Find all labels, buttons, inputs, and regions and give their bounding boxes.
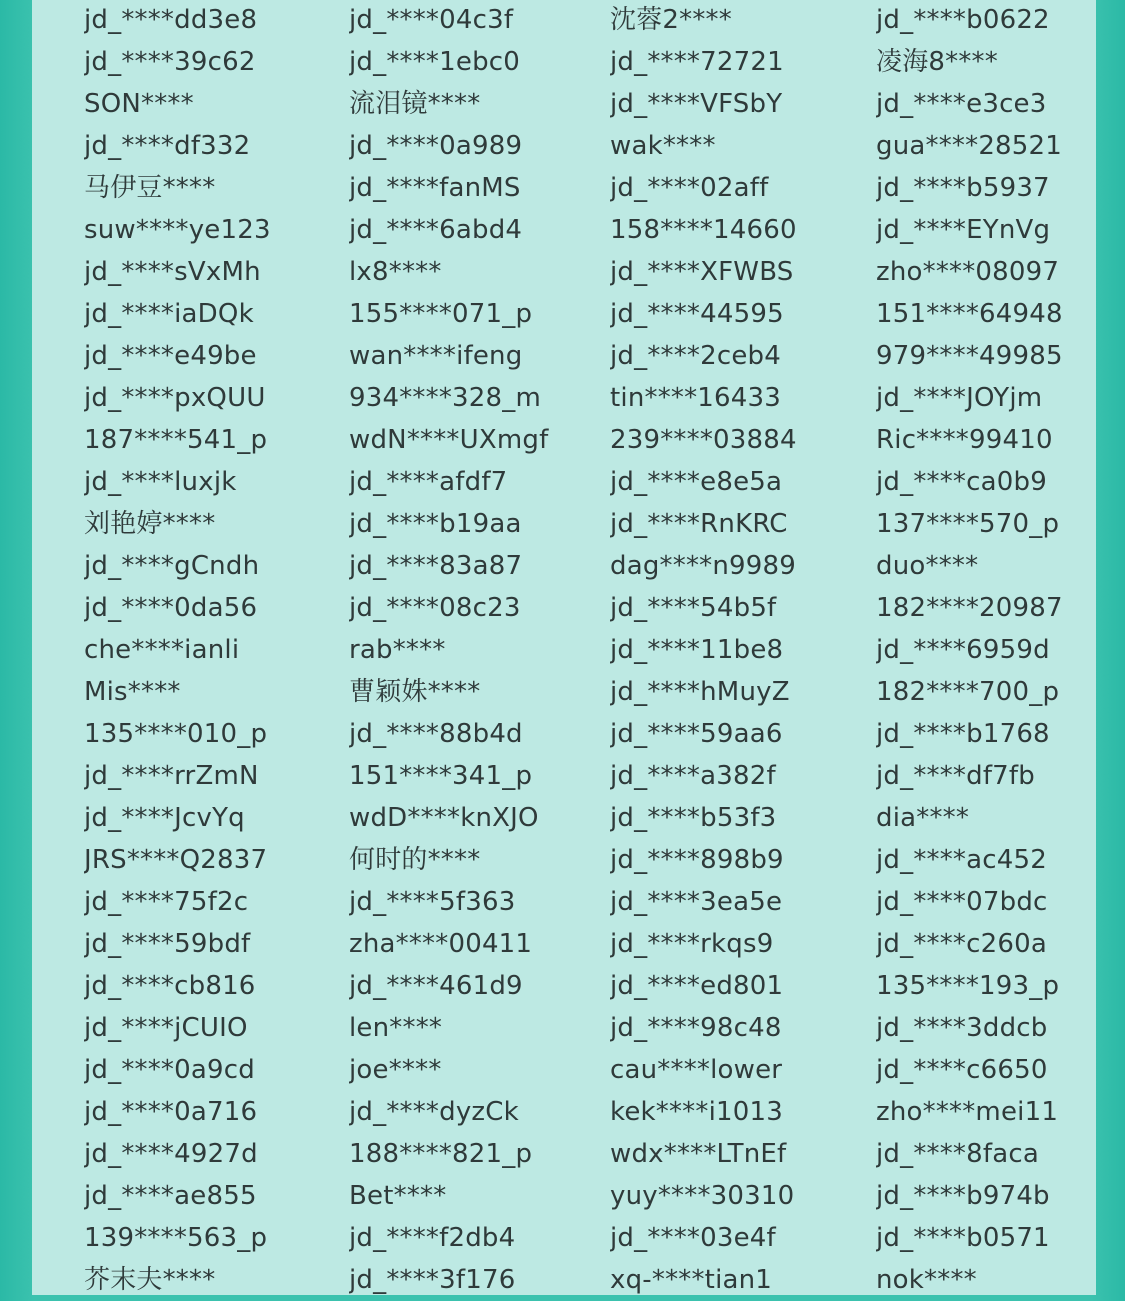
username-entry: 934****328_m: [349, 383, 541, 413]
username-entry: 135****193_p: [876, 971, 1060, 1001]
username-entry: jd_****ac452: [876, 845, 1047, 875]
username-entry: jd_****jCUIO: [84, 1013, 248, 1043]
username-entry: yuy****30310: [610, 1181, 795, 1211]
username-entry: dia****: [876, 803, 970, 833]
username-entry: jd_****RnKRC: [610, 509, 788, 539]
username-entry: JRS****Q2837: [84, 845, 268, 875]
username-entry: jd_****b5937: [876, 173, 1050, 203]
username-entry: che****ianli: [84, 635, 240, 665]
username-entry: jd_****75f2c: [84, 887, 249, 917]
username-entry: 158****14660: [610, 215, 797, 245]
username-entry: jd_****07bdc: [876, 887, 1048, 917]
username-entry: zha****00411: [349, 929, 533, 959]
username-entry: jd_****rrZmN: [84, 761, 259, 791]
username-entry: cau****lower: [610, 1055, 783, 1085]
username-entry: jd_****0da56: [84, 593, 258, 623]
username-entry: 芥末夫****: [84, 1265, 216, 1295]
username-entry: jd_****ae855: [84, 1181, 257, 1211]
username-entry: wak****: [610, 131, 716, 161]
username-entry: jd_****59bdf: [84, 929, 251, 959]
winner-list-panel: [32, 0, 1096, 1295]
username-entry: jd_****sVxMh: [84, 257, 261, 287]
username-entry: jd_****0a989: [349, 131, 523, 161]
username-entry: jd_****XFWBS: [610, 257, 794, 287]
username-entry: jd_****03e4f: [610, 1223, 776, 1253]
username-entry: jd_****b0571: [876, 1223, 1050, 1253]
username-entry: jd_****hMuyZ: [610, 677, 790, 707]
username-entry: jd_****e8e5a: [610, 467, 783, 497]
username-entry: tin****16433: [610, 383, 782, 413]
username-entry: wan****ifeng: [349, 341, 523, 371]
username-entry: jd_****39c62: [84, 47, 256, 77]
username-entry: jd_****dyzCk: [349, 1097, 519, 1127]
username-entry: dag****n9989: [610, 551, 796, 581]
username-entry: jd_****rkqs9: [610, 929, 774, 959]
username-entry: lx8****: [349, 257, 442, 287]
username-entry: 沈蓉2****: [610, 5, 732, 35]
username-entry: jd_****02aff: [610, 173, 769, 203]
username-entry: jd_****a382f: [610, 761, 776, 791]
username-entry: jd_****11be8: [610, 635, 784, 665]
username-entry: 135****010_p: [84, 719, 268, 749]
username-entry: 151****64948: [876, 299, 1063, 329]
username-entry: jd_****8faca: [876, 1139, 1039, 1169]
username-entry: nok****: [876, 1265, 977, 1295]
username-entry: jd_****JOYjm: [876, 383, 1043, 413]
username-entry: 979****49985: [876, 341, 1063, 371]
username-entry: jd_****c260a: [876, 929, 1047, 959]
username-entry: duo****: [876, 551, 979, 581]
username-entry: jd_****ed801: [610, 971, 784, 1001]
username-entry: 151****341_p: [349, 761, 533, 791]
username-entry: jd_****df7fb: [876, 761, 1035, 791]
username-entry: len****: [349, 1013, 443, 1043]
username-entry: jd_****2ceb4: [610, 341, 782, 371]
username-entry: 188****821_p: [349, 1139, 533, 1169]
username-entry: jd_****44595: [610, 299, 784, 329]
username-entry: 139****563_p: [84, 1223, 268, 1253]
username-entry: jd_****1ebc0: [349, 47, 521, 77]
username-entry: jd_****898b9: [610, 845, 784, 875]
username-entry: gua****28521: [876, 131, 1063, 161]
username-entry: jd_****461d9: [349, 971, 523, 1001]
username-entry: jd_****cb816: [84, 971, 256, 1001]
username-entry: zho****08097: [876, 257, 1060, 287]
username-entry: Ric****99410: [876, 425, 1053, 455]
username-entry: jd_****b974b: [876, 1181, 1050, 1211]
username-entry: jd_****df332: [84, 131, 251, 161]
username-entry: jd_****b53f3: [610, 803, 777, 833]
username-entry: jd_****iaDQk: [84, 299, 254, 329]
username-entry: jd_****VFSbY: [610, 89, 783, 119]
username-entry: jd_****JcvYq: [84, 803, 245, 833]
username-entry: jd_****6959d: [876, 635, 1050, 665]
username-entry: jd_****0a9cd: [84, 1055, 255, 1085]
username-entry: kek****i1013: [610, 1097, 783, 1127]
username-entry: jd_****pxQUU: [84, 383, 266, 413]
username-entry: jd_****88b4d: [349, 719, 523, 749]
username-entry: jd_****72721: [610, 47, 784, 77]
username-entry: jd_****ca0b9: [876, 467, 1047, 497]
username-entry: wdD****knXJO: [349, 803, 539, 833]
username-entry: 马伊豆****: [84, 173, 216, 203]
username-entry: 182****700_p: [876, 677, 1060, 707]
username-entry: 239****03884: [610, 425, 797, 455]
username-entry: 刘艳婷****: [84, 509, 216, 539]
username-entry: wdN****UXmgf: [349, 425, 549, 455]
username-entry: Mis****: [84, 677, 181, 707]
username-entry: jd_****98c48: [610, 1013, 782, 1043]
username-entry: jd_****afdf7: [349, 467, 508, 497]
username-entry: 155****071_p: [349, 299, 533, 329]
username-entry: rab****: [349, 635, 446, 665]
username-entry: 流泪镜****: [349, 89, 481, 119]
username-entry: jd_****5f363: [349, 887, 516, 917]
username-entry: jd_****luxjk: [84, 467, 237, 497]
username-entry: jd_****83a87: [349, 551, 523, 581]
username-entry: jd_****3f176: [349, 1265, 516, 1295]
username-entry: jd_****f2db4: [349, 1223, 516, 1253]
username-entry: 凌海8****: [876, 47, 998, 77]
username-entry: jd_****3ddcb: [876, 1013, 1048, 1043]
username-entry: zho****mei11: [876, 1097, 1059, 1127]
username-entry: jd_****59aa6: [610, 719, 783, 749]
username-entry: 137****570_p: [876, 509, 1060, 539]
username-entry: jd_****04c3f: [349, 5, 514, 35]
username-entry: jd_****0a716: [84, 1097, 258, 1127]
username-entry: SON****: [84, 89, 194, 119]
username-entry: 曹颖姝****: [349, 677, 481, 707]
username-entry: jd_****3ea5e: [610, 887, 783, 917]
username-entry: jd_****54b5f: [610, 593, 777, 623]
username-entry: xq-****tian1: [610, 1265, 773, 1295]
username-entry: jd_****dd3e8: [84, 5, 258, 35]
username-entry: suw****ye123: [84, 215, 271, 245]
username-entry: jd_****gCndh: [84, 551, 260, 581]
username-entry: joe****: [349, 1055, 442, 1085]
username-entry: jd_****b1768: [876, 719, 1050, 749]
username-entry: jd_****6abd4: [349, 215, 523, 245]
username-entry: jd_****e49be: [84, 341, 257, 371]
username-entry: jd_****e3ce3: [876, 89, 1047, 119]
username-entry: jd_****b19aa: [349, 509, 522, 539]
username-entry: jd_****c6650: [876, 1055, 1048, 1085]
username-entry: jd_****b0622: [876, 5, 1050, 35]
username-entry: jd_****fanMS: [349, 173, 521, 203]
username-entry: 182****20987: [876, 593, 1063, 623]
username-entry: jd_****08c23: [349, 593, 521, 623]
username-entry: 何时的****: [349, 845, 481, 875]
username-grid: [84, 0, 1096, 1301]
username-entry: Bet****: [349, 1181, 447, 1211]
username-entry: wdx****LTnEf: [610, 1139, 787, 1169]
username-entry: jd_****EYnVg: [876, 215, 1051, 245]
username-entry: jd_****4927d: [84, 1139, 258, 1169]
username-entry: 187****541_p: [84, 425, 268, 455]
